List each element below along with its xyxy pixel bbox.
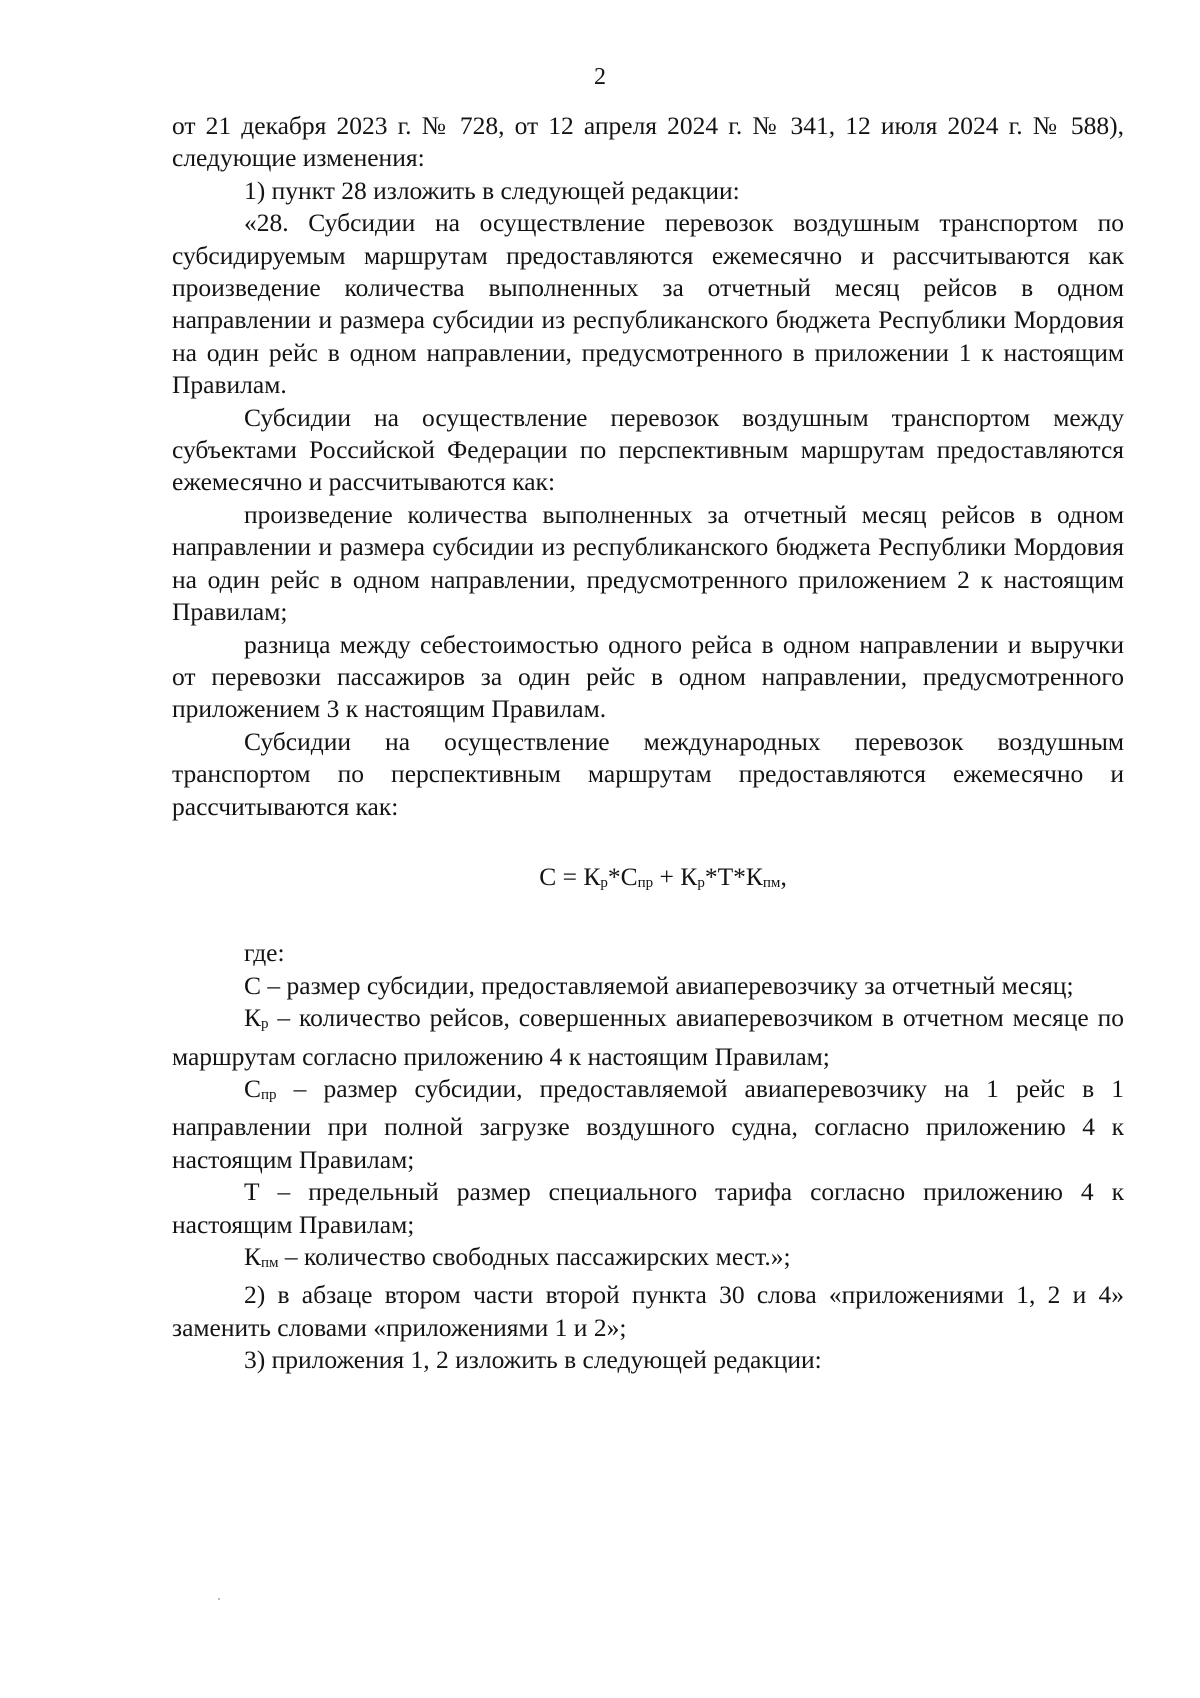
formula-star3: * (733, 861, 746, 891)
paragraph-continuation: от 21 декабря 2023 г. № 728, от 12 апреля 2024 г. № 341, 12 июля 2024 г. № 588), следующие изменения: (172, 111, 1124, 173)
definition-kp-symbol: К (244, 1003, 262, 1033)
definition-spr-sub: пр (261, 1086, 277, 1103)
formula-k1-sub: р (600, 874, 608, 891)
formula-definitions (172, 937, 1124, 1279)
subsidy-formula (172, 861, 1124, 899)
paragraph-item-2: 2) в абзаце втором части второй пункта 30 слова «приложениями 1, 2 и 4» заменить словами «приложениями 1 и 2»; (172, 1280, 1124, 1342)
formula-star2: * (704, 861, 718, 891)
formula-k1: К (583, 861, 601, 891)
paragraph-item-1: 1) пункт 28 изложить в следующей редакции: (244, 175, 740, 205)
paragraph-product-option: произведение количества выполненных за отчетный месяц рейсов в одном направлении и размера субсидии из республиканского бюджета Республики Мордовия на один рейс в одном направлении, предусмотренного приложением 2 к настоящим Правилам; (172, 499, 1124, 627)
paragraph-point-28: «28. Субсидии на осуществление перевозок воздушным транспортом по субсидируемым маршрутам предоставляются ежемесячно и рассчитываются как произведение количества выполненных за отчетный месяц рейсов в одном направлении и размера субсидии из республиканского бюджета Республики Мордовия на один рейс в одном направлении, предусмотренного в приложении 1 к настоящим Правилам. (172, 208, 1124, 400)
formula-s: С (620, 861, 638, 891)
definition-kpm-symbol: К (244, 1242, 262, 1271)
definition-t: Т – предельный размер специального тарифа согласно приложению 4 к настоящим Правилам; (172, 1177, 1124, 1239)
formula-eq: = (556, 861, 584, 891)
formula-c: С (539, 861, 557, 891)
formula-k3: К (745, 861, 763, 891)
formula-s-sub: пр (637, 874, 654, 891)
formula-star1: * (607, 861, 621, 891)
formula-plus: + (653, 861, 681, 891)
paragraph-difference-option: разница между себестоимостью одного рейса в одном направлении и выручки от перевозки пассажиров за один рейс в одном направлении, предусмотренного приложением 3 к настоящим Правилам. (172, 629, 1124, 724)
paragraph-international-subsidy: Субсидии на осуществление международных перевозок воздушным транспортом по перспективным маршрутам предоставляются ежемесячно и рассчитываются как: (172, 726, 1124, 821)
definition-kp (172, 1002, 1124, 1073)
definition-spr-text: – размер субсидии, предоставляемой авиаперевозчику на 1 рейс в 1 направлении при полной загрузке воздушного судна, согласно приложению 4 к настоящим Правилам; (172, 1073, 1124, 1174)
where-label: где: (244, 938, 285, 968)
definition-c: С – размер субсидии, предоставляемой авиаперевозчику за отчетный месяц; (244, 970, 1074, 1000)
paragraph-interregional-subsidy: Субсидии на осуществление перевозок воздушным транспортом между субъектами Российской Федерации по перспективным маршрутам предоставляются ежемесячно и рассчитываются как: (172, 402, 1124, 497)
definition-kpm-text: – количество свободных пассажирских мест.»; (278, 1242, 791, 1271)
document-body (172, 110, 1124, 1377)
definition-kp-sub: р (261, 1016, 269, 1033)
definition-spr-symbol: С (244, 1073, 262, 1103)
formula-t: Т (717, 861, 734, 891)
scan-speck (218, 1598, 220, 1600)
formula-k2: К (680, 861, 698, 891)
paragraph-item-3: 3) приложения 1, 2 изложить в следующей редакции: (244, 1345, 822, 1375)
definition-kpm-sub: пм (261, 1255, 279, 1271)
page-number: 2 (594, 64, 606, 90)
formula-end: , (780, 861, 787, 891)
definition-kpm (172, 1241, 1124, 1279)
formula-k3-sub: пм (762, 874, 781, 891)
formula-k2-sub: р (697, 874, 705, 891)
definition-kp-text: – количество рейсов, совершенных авиаперевозчиком в отчетном месяце по маршрутам согласно приложению 4 к настоящим Правилам; (172, 1003, 1124, 1071)
definition-spr (172, 1073, 1124, 1176)
